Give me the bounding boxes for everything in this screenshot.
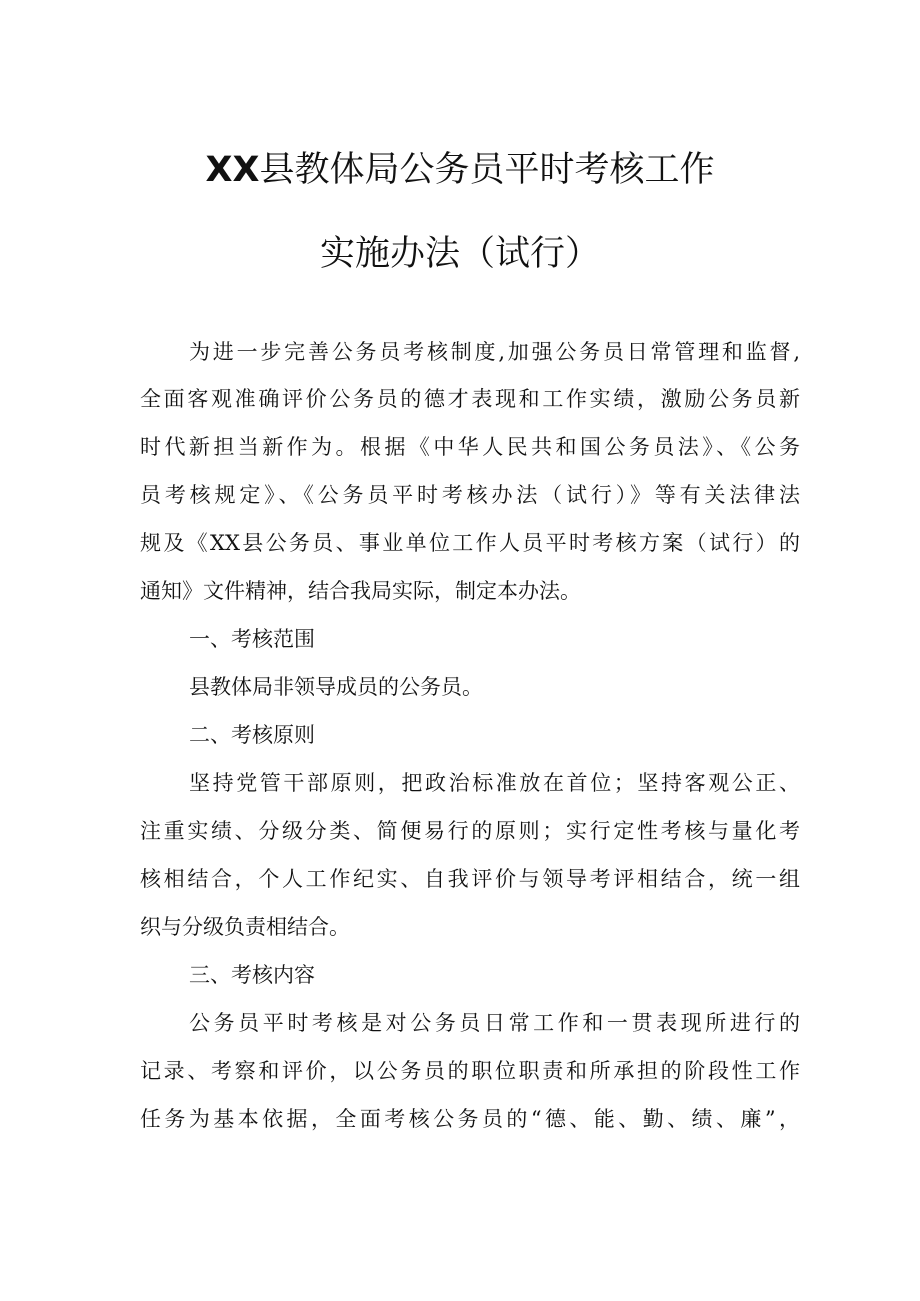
paragraph-line: 时代新担当新作为。根据《中华人民共和国公务员法》、《公务 — [140, 435, 800, 459]
paragraph-line: 注重实绩、分级分类、简便易行的原则；实行定性考核与量化考 — [140, 819, 800, 843]
paragraph-line: 为进一步完善公务员考核制度,加强公务员日常管理和监督, — [189, 340, 800, 364]
paragraph-line: 公务员平时考核是对公务员日常工作和一贯表现所进行的 — [189, 1011, 800, 1035]
title-main-text: 县教体局公务员平时考核工作 — [259, 150, 715, 190]
section-heading: 三、考核内容 — [189, 963, 315, 987]
paragraph-line: 规及《XX县公务员、事业单位工作人员平时考核方案（试行）的 — [140, 531, 800, 555]
section-heading: 一、考核范围 — [189, 627, 315, 651]
paragraph-line: 任务为基本依据，全面考核公务员的“德、能、勤、绩、廉”， — [140, 1107, 800, 1131]
paragraph-line: 县教体局非领导成员的公务员。 — [189, 675, 483, 699]
document-title-line-2: 实施办法（试行） — [319, 234, 600, 274]
paragraph-line: 员考核规定》、《公务员平时考核办法（试行）》等有关法律法 — [140, 483, 800, 507]
document-title-line-1 — [0, 142, 920, 192]
title-county-placeholder: XX — [205, 150, 260, 190]
paragraph-line: 全面客观准确评价公务员的德才表现和工作实绩，激励公务员新 — [140, 387, 800, 411]
paragraph-line: 坚持党管干部原则，把政治标准放在首位；坚持客观公正、 — [189, 771, 800, 795]
paragraph-line: 核相结合，个人工作纪实、自我评价与领导考评相结合，统一组 — [140, 867, 800, 891]
paragraph-line: 织与分级负责相结合。 — [140, 915, 350, 939]
section-heading: 二、考核原则 — [189, 723, 315, 747]
paragraph-line: 通知》文件精神，结合我局实际，制定本办法。 — [140, 579, 581, 603]
paragraph-line: 记录、考察和评价，以公务员的职位职责和所承担的阶段性工作 — [140, 1059, 800, 1083]
